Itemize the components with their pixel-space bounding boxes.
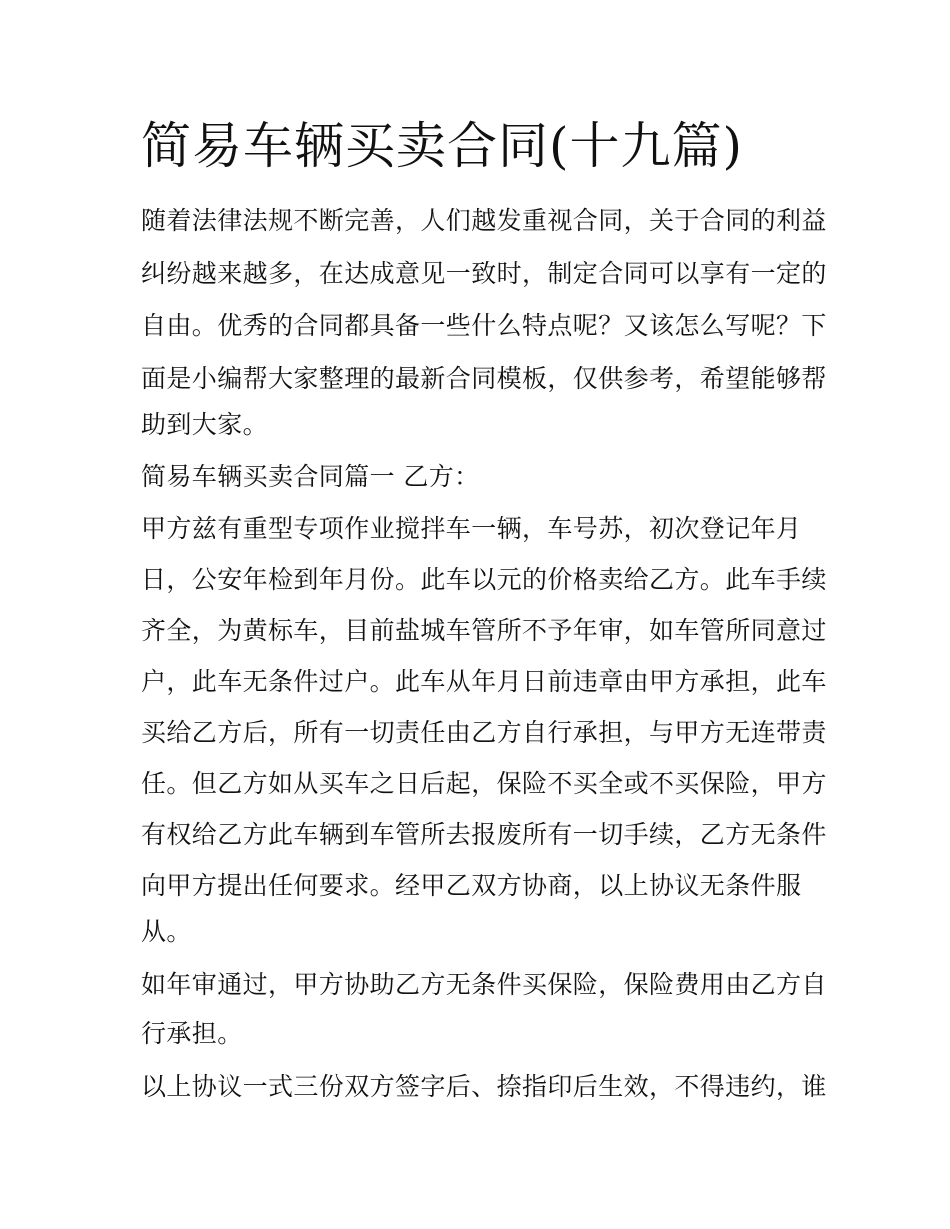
body-line: 日，公安年检到年月份。此车以元的价格卖给乙方。此车手续 xyxy=(141,565,827,594)
body-line: 向甲方提出任何要求。经甲乙双方协商，以上协议无条件服 xyxy=(141,871,802,900)
body-line: 面是小编帮大家整理的最新合同模板，仅供参考，希望能够帮 xyxy=(141,364,827,393)
body-line: 助到大家。 xyxy=(141,410,269,439)
body-line: 行承担。 xyxy=(141,1019,243,1048)
body-line: 齐全，为黄标车，目前盐城车管所不予年审，如车管所同意过 xyxy=(141,616,827,645)
body-line: 自由。优秀的合同都具备一些什么特点呢？又该怎么写呢？下 xyxy=(141,311,827,340)
body-line: 甲方兹有重型专项作业搅拌车一辆，车号苏，初次登记年月 xyxy=(141,514,802,543)
body-line: 任。但乙方如从买车之日后起，保险不买全或不买保险，甲方 xyxy=(141,769,827,798)
body-line: 如年审通过，甲方协助乙方无条件买保险，保险费用由乙方自 xyxy=(141,970,827,999)
body-line: 纠纷越来越多，在达成意见一致时，制定合同可以享有一定的 xyxy=(141,259,827,288)
body-line: 买给乙方后，所有一切责任由乙方自行承担，与甲方无连带责 xyxy=(141,718,827,747)
body-line: 有权给乙方此车辆到车管所去报废所有一切手续，乙方无条件 xyxy=(141,820,827,849)
body-line: 从。 xyxy=(141,917,192,946)
document-title: 简易车辆买卖合同(十九篇) xyxy=(141,117,744,175)
section-heading: 简易车辆买卖合同篇一 乙方： xyxy=(141,462,480,491)
body-line: 以上协议一式三份双方签字后、捺指印后生效，不得违约，谁 xyxy=(141,1072,827,1101)
body-line: 户，此车无条件过户。此车从年月日前违章由甲方承担，此车 xyxy=(141,667,827,696)
body-line: 随着法律法规不断完善，人们越发重视合同，关于合同的利益 xyxy=(141,206,827,235)
